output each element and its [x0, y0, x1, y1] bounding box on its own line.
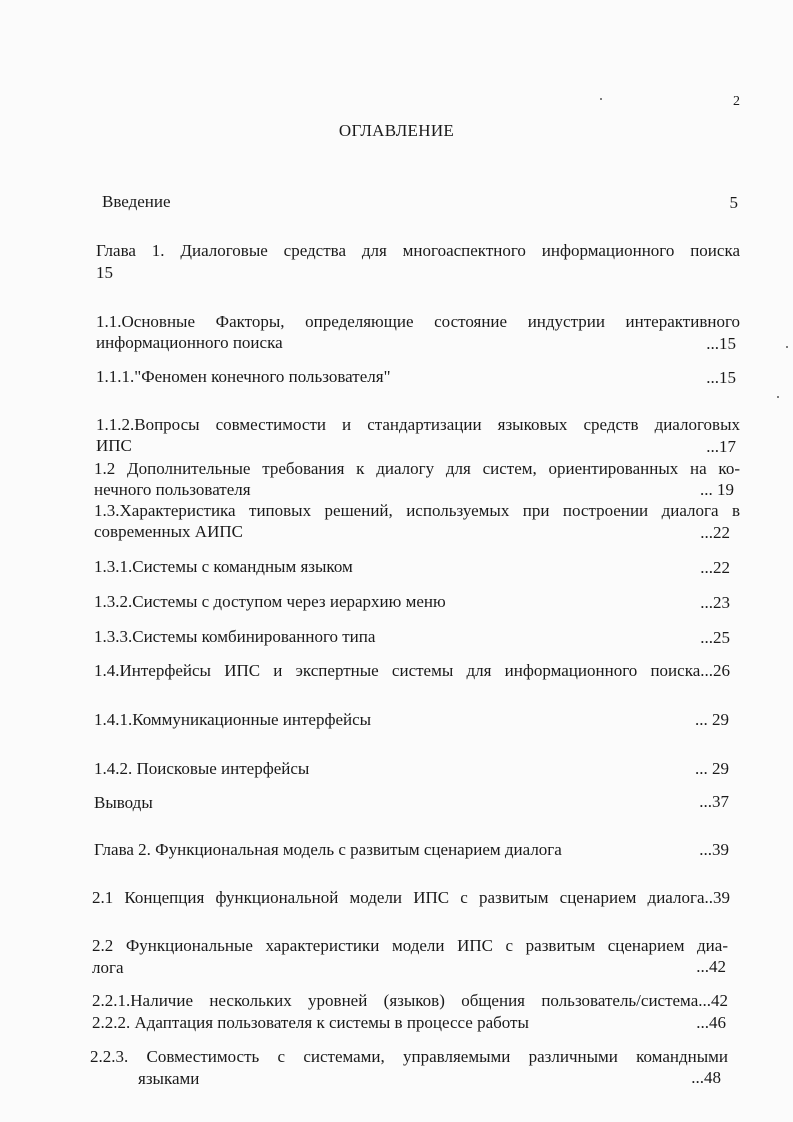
toc-1-3-3-label: 1.3.3.Системы комбинированного типа — [94, 627, 376, 646]
toc-2-2-2-label: 2.2.2. Адаптация пользователя к системы в процессе работы — [92, 1013, 529, 1032]
toc-ch2-label: Глава 2. Функциональная модель с развитым сценарием диалога — [94, 840, 562, 859]
toc-1-3-2-page: ...23 — [700, 593, 730, 612]
toc-1-1-2-page: ...17 — [706, 437, 736, 456]
toc-ch2-page: ...39 — [699, 840, 729, 859]
toc-1-3-2-label: 1.3.2.Системы с доступом через иерархию меню — [94, 592, 446, 611]
toc-1-1-line1: 1.1.Основные Факторы, определяющие состояние индустрии интерактивного — [96, 312, 740, 331]
toc-conclusions-page: ...37 — [699, 792, 729, 811]
toc-1-2-line2: нечного пользователя — [94, 480, 251, 499]
toc-1-1-2-line1: 1.1.2.Вопросы совместимости и стандартизации языковых средств диалоговых — [96, 415, 740, 434]
toc-ch1-line2: 15 — [96, 263, 113, 282]
toc-1-2-line1: 1.2 Дополнительные требования к диалогу для систем, ориентированных на ко- — [94, 459, 740, 478]
toc-ch1-line1: Глава 1. Диалоговые средства для многоаспектного информационного поиска — [96, 241, 740, 260]
toc-1-1-2-line2: ИПС — [96, 436, 132, 455]
toc-2-2-3-page: ...48 — [691, 1068, 721, 1087]
toc-2-2-line1: 2.2 Функциональные характеристики модели ИПС с развитым сценарием диа- — [92, 936, 728, 955]
toc-1-4-1-page: ... 29 — [695, 710, 729, 729]
toc-1-1-1-label: 1.1.1."Феномен конечного пользователя" — [96, 367, 391, 386]
page-number: 2 — [733, 94, 740, 109]
scan-speck — [786, 346, 788, 348]
toc-1-4-1-label: 1.4.1.Коммуникационные интерфейсы — [94, 710, 372, 729]
toc-1-1-line2: информационного поиска — [96, 333, 283, 352]
toc-1-1-page: ...15 — [706, 334, 736, 353]
toc-1-4-2-page: ... 29 — [695, 759, 729, 778]
toc-2-2-3-line1: 2.2.3. Совместимость с системами, управляемыми различными командными — [90, 1047, 728, 1066]
toc-1-3-3-page: ...25 — [700, 628, 730, 647]
toc-2-2-page: ...42 — [696, 957, 726, 976]
toc-1-3-page: ...22 — [700, 523, 730, 542]
toc-2-2-2-page: ...46 — [696, 1013, 726, 1032]
toc-1-2-page: ... 19 — [700, 480, 734, 499]
scan-speck — [777, 396, 779, 398]
toc-intro-page: 5 — [729, 193, 738, 212]
toc-1-3-1-label: 1.3.1.Системы с командным языком — [94, 557, 353, 576]
scan-speck — [600, 98, 602, 100]
toc-1-4-2-label: 1.4.2. Поисковые интерфейсы — [94, 759, 310, 778]
toc-1-1-1-page: ...15 — [706, 368, 736, 387]
toc-2-1-label: 2.1 Концепция функциональной модели ИПС с развитым сценарием диалога..39 — [92, 888, 730, 907]
toc-1-3-1-page: ...22 — [700, 558, 730, 577]
toc-conclusions-label: Выводы — [94, 793, 153, 812]
toc-1-3-line1: 1.3.Характеристика типовых решений, используемых при построении диалога в — [94, 501, 740, 520]
toc-intro-label: Введение — [102, 192, 171, 211]
page-title: ОГЛАВЛЕНИЕ — [338, 121, 455, 140]
toc-1-3-line2: современных АИПС — [94, 522, 243, 541]
toc-2-2-1-label: 2.2.1.Наличие нескольких уровней (языков) общения пользователь/система...42 — [92, 991, 728, 1010]
toc-2-2-3-line2: языками — [138, 1069, 200, 1088]
toc-2-2-line2: лога — [92, 958, 124, 977]
toc-1-4-label: 1.4.Интерфейсы ИПС и экспертные системы для информационного поиска...26 — [94, 661, 730, 680]
